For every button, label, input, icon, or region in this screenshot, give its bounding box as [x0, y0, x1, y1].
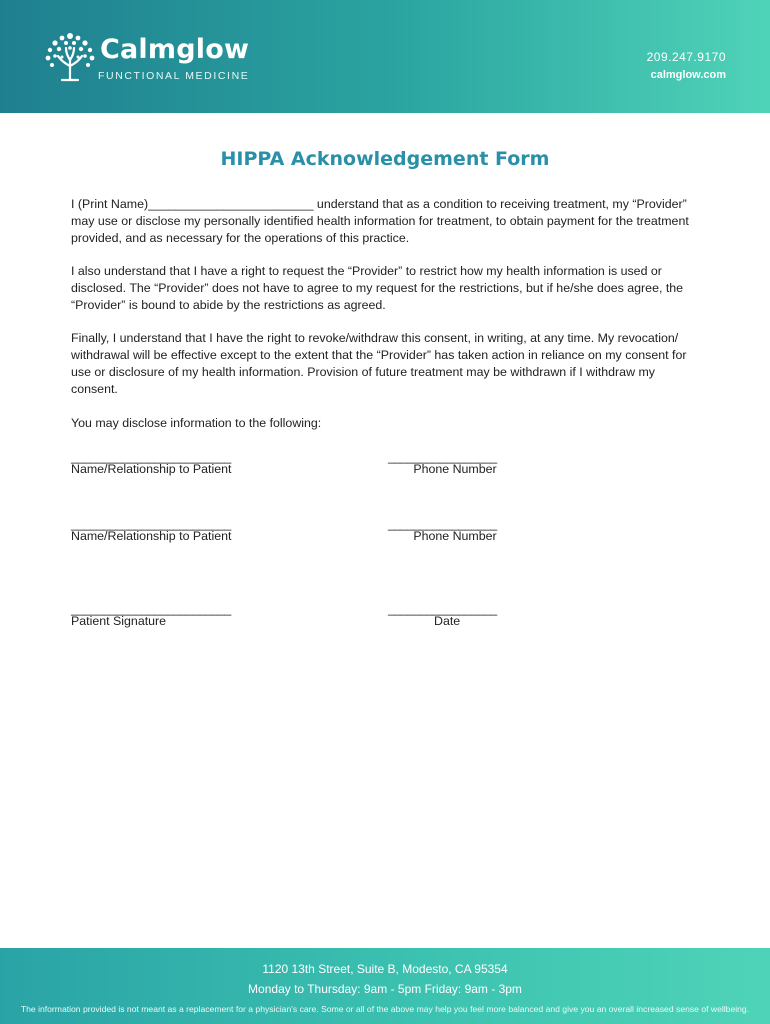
field-caption: Name/Relationship to Patient — [71, 529, 232, 543]
brand-name: Calmglow — [100, 34, 250, 65]
website-link[interactable]: calmglow.com — [650, 69, 726, 81]
signature-line: _________________ — [388, 450, 497, 464]
field-caption: Phone Number — [413, 529, 497, 543]
signature-line: _________________ — [388, 517, 497, 531]
signature-line: _________________ — [388, 602, 497, 616]
phone-number-field-1[interactable] — [388, 450, 497, 476]
footer-address: 1120 13th Street, Suite B, Modesto, CA 95354 — [262, 962, 508, 976]
field-caption: Patient Signature — [71, 614, 167, 628]
date-field[interactable] — [388, 602, 497, 628]
consent-paragraph-2: I also understand that I have a right to request the “Provider” to restrict how my health information is used or disclosed. The “Provider” does not have to agree to my request for the restrictions, but if he/she does agree, the “Provider” is bound to abide by the restrictions as agreed. — [71, 264, 684, 312]
form-title: HIPPA Acknowledgement Form — [220, 148, 550, 170]
signature-line: _________________________ — [71, 450, 231, 464]
footer-disclaimer: The information provided is not meant as a replacement for a physician's care. Some or all of the above may help you feel more balanced and give you an overall increased sense of wellbeing. — [20, 1004, 750, 1014]
field-caption: Date — [434, 614, 461, 628]
patient-signature-field[interactable] — [71, 602, 231, 628]
field-caption: Phone Number — [413, 462, 497, 476]
consent-paragraph-1: I (Print Name)________________________ understand that as a condition to receiving treatment, my “Provider” may use or disclose my personally identified health information for treatment, to obtain payment for the treatment provided, and as necessary for the operations of this practice. — [71, 197, 689, 245]
signature-line: _________________________ — [71, 602, 231, 616]
tree-icon — [44, 30, 96, 82]
header-banner — [0, 0, 770, 113]
disclosure-intro: You may disclose information to the following: — [71, 416, 322, 430]
contact-info — [647, 50, 726, 81]
phone-number: 209.247.9170 — [646, 50, 726, 64]
consent-paragraph-3: Finally, I understand that I have the right to revoke/withdraw this consent, in writing, at any time. My revocation/ withdrawal will be effective except to the extent that the “Provider” has taken action in reliance on my consent for use or disclosure of my health information. Provision of future treatment may be withdrawn if I withdraw my consent. — [71, 331, 687, 396]
name-relationship-field-1[interactable] — [71, 450, 231, 476]
field-caption: Name/Relationship to Patient — [71, 462, 232, 476]
phone-number-field-2[interactable] — [388, 517, 497, 543]
footer-hours: Monday to Thursday: 9am - 5pm Friday: 9am - 3pm — [248, 982, 522, 996]
signature-line: _________________________ — [71, 517, 231, 531]
brand-tagline: FUNCTIONAL MEDICINE — [98, 70, 250, 82]
footer-banner — [0, 948, 770, 1024]
name-relationship-field-2[interactable] — [71, 517, 231, 543]
